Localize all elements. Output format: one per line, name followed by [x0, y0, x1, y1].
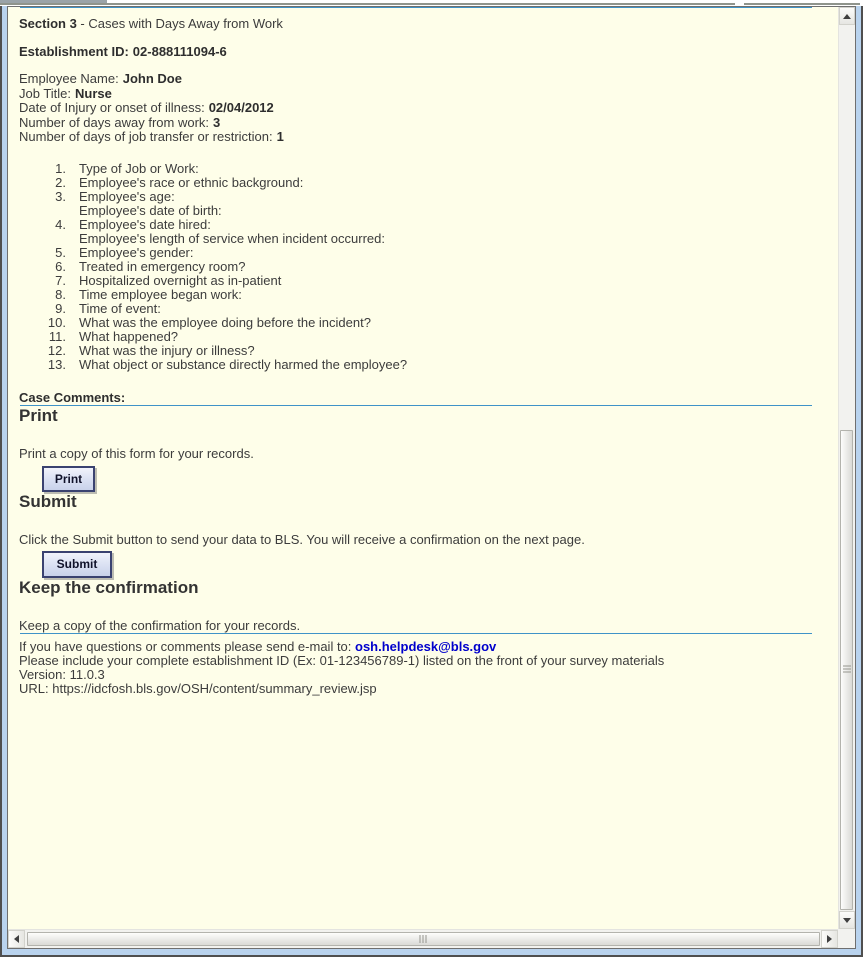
employee-field-label: Number of days away from work: [19, 114, 210, 130]
employee-field-row [19, 72, 828, 87]
question-text: What was the employee doing before the incident? [79, 314, 371, 330]
footer-help-line [19, 640, 828, 654]
section-label: Section 3 [19, 16, 77, 31]
submit-description: Click the Submit button to send your data to BLS. You will receive a confirmation on the next page. [19, 531, 585, 547]
question-text: What was the injury or illness? [79, 342, 255, 358]
establishment-value: 02-888111094-6 [132, 44, 227, 59]
question-row [19, 358, 828, 372]
left-arrow-icon [14, 935, 19, 943]
employee-field-value: John Doe [122, 71, 182, 86]
question-number: 8. [55, 286, 66, 302]
horizontal-scrollbar[interactable] [8, 929, 838, 948]
question-number: 4. [55, 216, 66, 232]
question-row [19, 316, 828, 330]
question-row [19, 288, 828, 302]
url-text: URL: https://idcfosh.bls.gov/OSH/content/summary_review.jsp [19, 680, 377, 696]
question-row [19, 274, 828, 288]
employee-field-value: 1 [276, 129, 284, 144]
case-comments-label: Case Comments: [19, 389, 126, 405]
scrollbar-corner [838, 929, 855, 948]
question-row [19, 162, 828, 176]
question-text: Employee's date of birth: [79, 202, 222, 218]
question-number: 6. [55, 258, 66, 274]
employee-field-value: 3 [213, 114, 221, 130]
print-button[interactable]: Print [42, 466, 95, 492]
question-row [19, 218, 828, 232]
question-text: What happened? [79, 328, 179, 344]
question-number: 12. [47, 342, 66, 358]
question-number: 10. [47, 314, 66, 330]
question-number [19, 232, 66, 246]
question-number: 3. [55, 188, 66, 204]
employee-field-label: Employee Name: [19, 71, 119, 86]
question-row [19, 176, 828, 190]
employee-field-row [19, 116, 828, 131]
question-text: Hospitalized overnight as in-patient [79, 272, 282, 288]
thumb-grip-icon [419, 935, 428, 943]
employee-field-value: 02/04/2012 [208, 100, 274, 115]
scroll-down-button[interactable] [839, 911, 855, 929]
employee-field-label: Number of days of job transfer or restriction: [19, 129, 273, 144]
employee-field-label: Job Title: [19, 85, 72, 101]
question-text: Treated in emergency room? [79, 258, 246, 274]
question-text: Employee's gender: [79, 244, 194, 260]
question-number: 1. [55, 160, 66, 176]
question-row [19, 246, 828, 260]
print-heading: Print [19, 405, 58, 425]
question-text: Employee's race or ethnic background: [79, 174, 304, 190]
vertical-scrollbar-thumb[interactable] [840, 430, 853, 910]
question-row [19, 190, 828, 204]
question-number: 11. [48, 328, 66, 344]
footer [19, 640, 828, 696]
question-text: What object or substance directly harmed the employee? [79, 356, 408, 372]
question-text: Type of Job or Work: [79, 160, 199, 176]
submit-button[interactable]: Submit [42, 551, 112, 578]
question-text: Employee's age: [79, 188, 175, 204]
question-number: 7. [55, 272, 66, 288]
horizontal-scrollbar-thumb[interactable] [27, 932, 820, 946]
footer-establishment-note: Please include your complete establishment ID (Ex: 01-123456789-1) listed on the front of your survey materials [19, 652, 665, 668]
submit-heading: Submit [19, 491, 77, 511]
question-number [19, 204, 66, 218]
confirmation-description: Keep a copy of the confirmation for your records. [19, 617, 301, 633]
chrome-divider-line [0, 3, 860, 5]
footer-help-text: If you have questions or comments please send e-mail to: [19, 638, 356, 654]
question-text: Time of event: [79, 300, 161, 316]
right-arrow-icon [827, 935, 832, 943]
version-text: Version: 11.0.3 [19, 666, 105, 682]
browser-chrome-strip [0, 0, 863, 6]
section-heading [19, 16, 828, 31]
employee-field-label: Date of Injury or onset of illness: [19, 100, 205, 115]
employee-field-row [19, 101, 828, 116]
question-list [19, 162, 828, 372]
establishment-id [19, 44, 828, 59]
question-number: 2. [55, 174, 66, 190]
question-number: 9. [55, 300, 66, 316]
question-text: Time employee began work: [79, 286, 242, 302]
question-row [19, 204, 828, 218]
employee-details [19, 72, 828, 145]
question-row [19, 260, 828, 274]
question-row [19, 232, 828, 246]
vertical-scrollbar[interactable] [838, 7, 855, 929]
content-area [8, 7, 838, 929]
employee-field-row [19, 87, 828, 102]
question-row [19, 302, 828, 316]
document-panel [7, 6, 856, 949]
establishment-label: Establishment ID: [19, 44, 129, 59]
employee-field-row [19, 130, 828, 145]
up-arrow-icon [843, 14, 851, 19]
scroll-up-button[interactable] [839, 7, 855, 25]
scroll-left-button[interactable] [8, 930, 25, 948]
chrome-tab-gap [735, 3, 744, 5]
employee-field-value: Nurse [75, 85, 112, 101]
print-description: Print a copy of this form for your records. [19, 445, 254, 461]
question-row [19, 330, 828, 344]
helpdesk-email-link[interactable]: osh.helpdesk@bls.gov [355, 638, 497, 654]
top-divider [20, 7, 812, 8]
down-arrow-icon [843, 918, 851, 923]
footer-divider [20, 633, 812, 634]
section-title: - Cases with Days Away from Work [76, 16, 283, 31]
thumb-grip-icon [843, 666, 851, 675]
question-row [19, 344, 828, 358]
confirmation-heading: Keep the confirmation [19, 577, 199, 597]
question-number: 5. [55, 244, 66, 260]
question-number: 13. [47, 356, 66, 372]
scroll-right-button[interactable] [821, 930, 838, 948]
question-text: Employee's date hired: [79, 216, 211, 232]
question-text: Employee's length of service when incident occurred: [79, 230, 385, 246]
